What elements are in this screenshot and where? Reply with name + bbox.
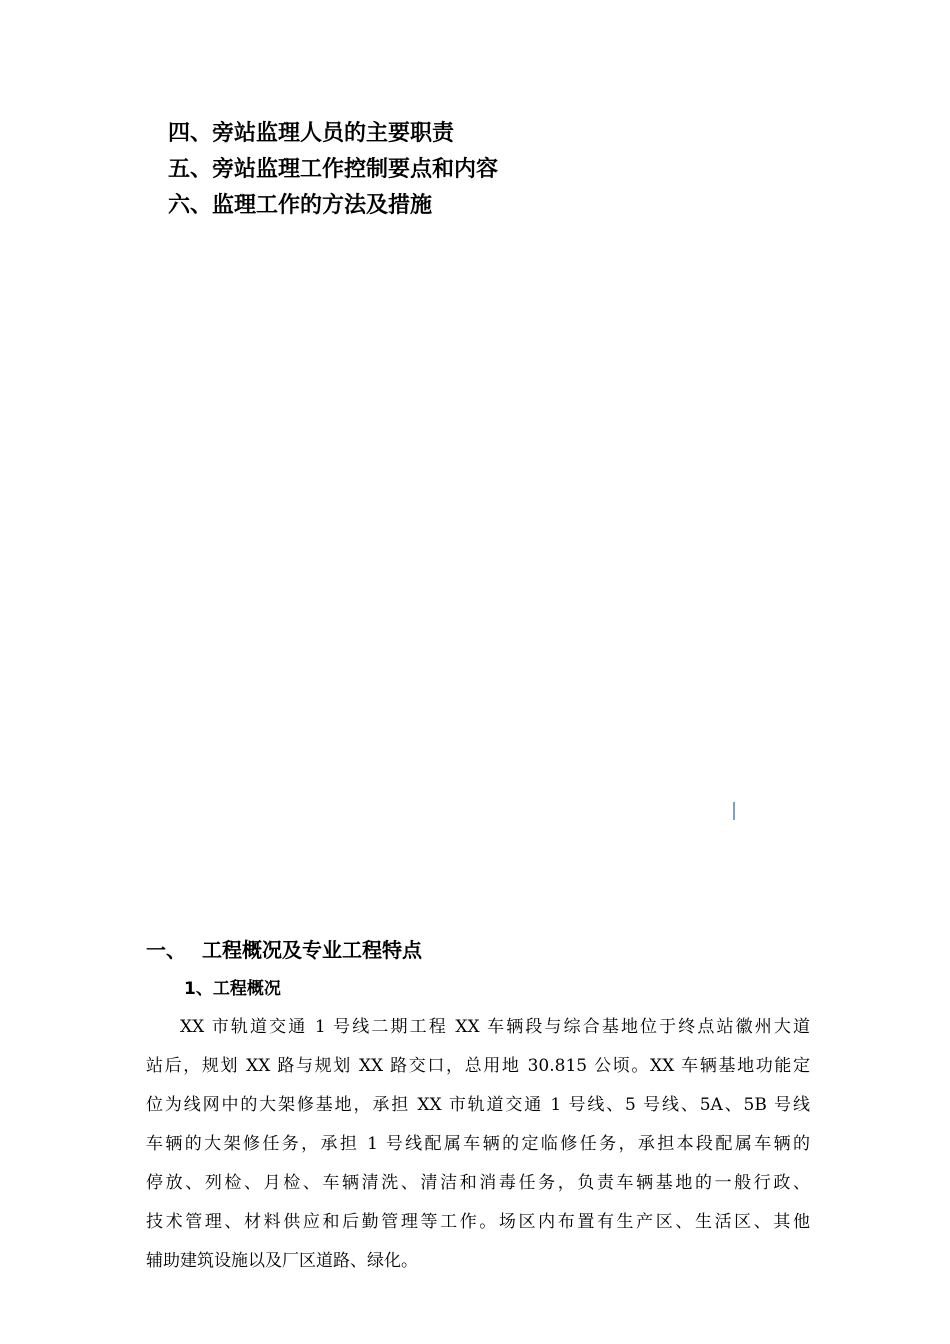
section-number: 一、 [146, 938, 186, 962]
paragraph-line: 停放、列检、月检、车辆清洗、清洁和消毒任务，负责车辆基地的一般行政、 [146, 1173, 810, 1193]
body-paragraph [146, 1008, 810, 1281]
paragraph-line: 车辆的大架修任务，承担 1 号线配属车辆的定临修任务，承担本段配属车辆的 [146, 1134, 810, 1154]
section-heading [146, 933, 422, 967]
section-title: 工程概况及专业工程特点 [202, 938, 422, 962]
paragraph-line: 辅助建筑设施以及厂区道路、绿化。 [146, 1251, 418, 1271]
toc-item-4[interactable]: 四、旁站监理人员的主要职责 [168, 121, 455, 146]
paragraph-line: 位为线网中的大架修基地，承担 XX 市轨道交通 1 号线、5 号线、5A、5B 号线 [146, 1095, 810, 1115]
paragraph-line: XX 市轨道交通 1 号线二期工程 XX 车辆段与综合基地位于终点站徽州大道 [180, 1017, 810, 1037]
toc-item-6[interactable]: 六、监理工作的方法及措施 [168, 193, 433, 218]
paragraph-line: 站后，规划 XX 路与规划 XX 路交口，总用地 30.815 公顷。XX 车辆基地功能定 [146, 1056, 810, 1076]
toc-item-5[interactable]: 五、旁站监理工作控制要点和内容 [168, 157, 499, 182]
paragraph-line: 技术管理、材料供应和后勤管理等工作。场区内布置有生产区、生活区、其他 [146, 1212, 810, 1232]
text-cursor [733, 802, 735, 820]
table-of-contents [168, 116, 808, 224]
subsection-heading: 1、工程概况 [184, 979, 281, 999]
